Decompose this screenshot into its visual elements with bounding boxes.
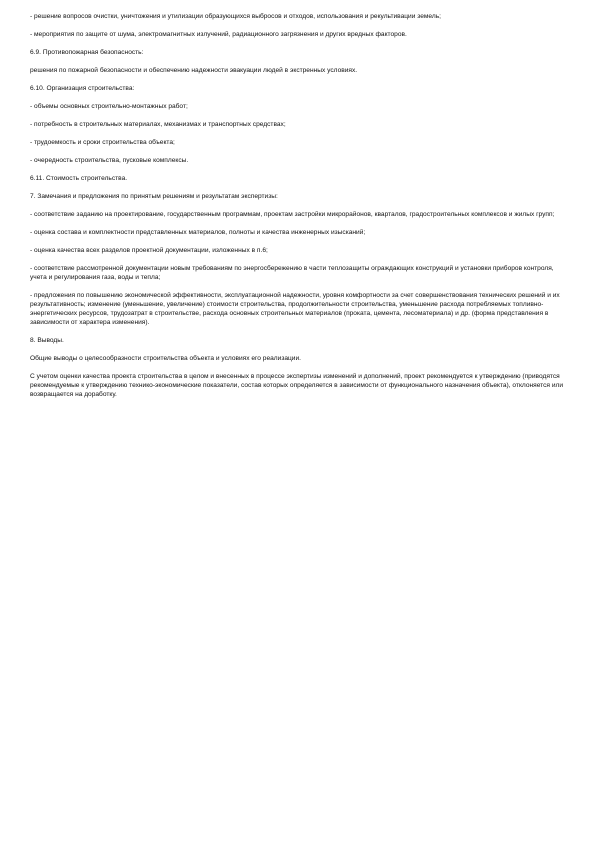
list-item-design-compliance: - соответствие заданию на проектирование, государственным программам, проектам застройки микрорайонов, кварталов, градостроительных комплексов и жилых групп;: [30, 211, 555, 218]
paragraph-waste-disposal: - решение вопросов очистки, уничтожения и утилизации образующихся выбросов и отходов, использования и рекультивации земель;: [30, 13, 441, 20]
list-item-efficiency-proposals: - предложения по повышению экономической эффективности, эксплуатационной надежности, уровня комфортности за счет совершенствования технических решений и их результативность; изменение (уменьшение, увеличение) стоимости строительства, продолжительности строительства, уменьшение расхода потребляемых топливно-энергетических ресурсов, трудозатрат в строительстве, расхода основных строительных материалов (проката, цемента, лесоматериала) и др. (форма представления в зависимости от характера изменения).: [30, 292, 560, 326]
paragraph-fire-safety-decisions: решения по пожарной безопасности и обеспечению надежности эвакуации людей в экстренных условиях.: [30, 67, 358, 74]
document-page: [30, 12, 570, 408]
list-item-material-needs: - потребность в строительных материалах, механизмах и транспортных средствах;: [30, 121, 286, 128]
heading-conclusions: 8. Выводы.: [30, 337, 64, 344]
paragraph-noise-protection: - мероприятия по защите от шума, электромагнитных излучений, радиационного загрязнения и других вредных факторов.: [30, 31, 407, 38]
heading-remarks-and-proposals: 7. Замечания и предложения по принятым решениям и результатам экспертизы:: [30, 193, 278, 200]
heading-fire-safety: 6.9. Противопожарная безопасность:: [30, 49, 144, 56]
list-item-construction-stages: - очередность строительства, пусковые комплексы.: [30, 157, 189, 164]
heading-construction-cost: 6.11. Стоимость строительства.: [30, 175, 128, 182]
list-item-materials-assessment: - оценка состава и комплектности представленных материалов, полноты и качества инженерных изысканий;: [30, 229, 366, 236]
paragraph-final-recommendation: С учетом оценки качества проекта строительства в целом и внесенных в процессе экспертизы изменений и дополнений, проект рекомендуется к утверждению (приводятся рекомендуемые к утверждению технико-экономические показатели, состав которых определяется в зависимости от функционального назначения объекта), отклоняется или возвращается на доработку.: [30, 373, 564, 398]
paragraph-general-conclusions: Общие выводы о целесообразности строительства объекта и условиях его реализации.: [30, 355, 301, 362]
list-item-energy-saving: - соответствие рассмотренной документации новым требованиям по энергосбережению в части теплозащиты ограждающих конструкций и установки приборов контроля, учета и регулирования газа, воды и тепла;: [30, 265, 554, 281]
list-item-work-volumes: - объемы основных строительно-монтажных работ;: [30, 103, 188, 110]
heading-construction-organization: 6.10. Организация строительства:: [30, 85, 135, 92]
list-item-sections-quality: - оценка качества всех разделов проектной документации, изложенных в п.6;: [30, 247, 268, 254]
list-item-labor-and-terms: - трудоемкость и сроки строительства объекта;: [30, 139, 175, 146]
